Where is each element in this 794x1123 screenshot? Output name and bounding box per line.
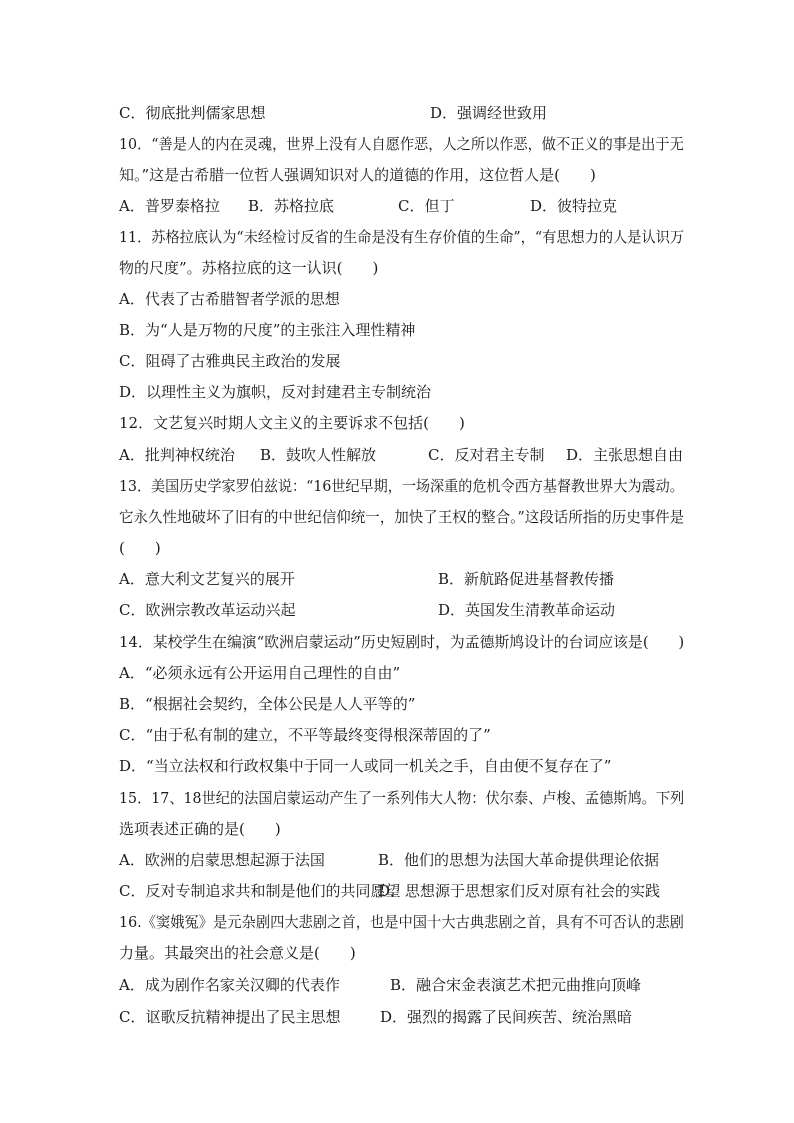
q12-option-a: A．批判神权统治 (119, 446, 235, 464)
q10-option-a: A．普罗泰格拉 (119, 197, 220, 215)
q16-option-d: D．强烈的揭露了民间疾苦、统治黑暗 (380, 1008, 633, 1026)
q11-option-c: C．阻碍了古雅典民主政治的发展 (119, 352, 341, 370)
q10-stem-line1: 10．“善是人的内在灵魂，世界上没有人自愿作恶，人之所以作恶，做不正义的事是出于无 (119, 135, 684, 153)
q15-option-d: D．思想源于思想家们反对原有社会的实践 (378, 882, 661, 900)
q10-option-d: D．彼特拉克 (530, 197, 618, 215)
q12-option-b: B．鼓吹人性解放 (260, 446, 377, 464)
q15-option-a: A．欧洲的启蒙思想起源于法国 (119, 851, 325, 869)
q14-option-d: D．“当立法权和行政权集中于同一人或同一机关之手，自由便不复存在了” (119, 757, 612, 775)
q13-stem-line1: 13．美国历史学家罗伯兹说：“16世纪早期，一场深重的危机令西方基督教世界大为震动。 (119, 477, 684, 495)
q9-option-c: C．彻底批判儒家思想 (119, 104, 266, 122)
q13-option-a: A．意大利文艺复兴的展开 (119, 570, 295, 588)
q14-option-b: B．“根据社会契约，全体公民是人人平等的” (119, 695, 416, 713)
q16-stem-line2: 力量。其最突出的社会意义是( ) (119, 944, 356, 962)
q11-option-b: B．为“人是万物的尺度”的主张注入理性精神 (119, 321, 416, 339)
q14-option-a: A．“必须永远有公开运用自己理性的自由” (119, 664, 401, 682)
q11-option-a: A．代表了古希腊智者学派的思想 (119, 290, 340, 308)
q16-option-c: C．讴歌反抗精神提出了民主思想 (119, 1008, 341, 1026)
q15-stem-line2: 选项表述正确的是( ) (119, 820, 281, 838)
q11-option-d: D．以理性主义为旗帜，反对封建君主专制统治 (119, 383, 432, 401)
q13-option-b: B．新航路促进基督教传播 (438, 570, 615, 588)
q11-stem-line1: 11．苏格拉底认为“未经检讨反省的生命是没有生存价值的生命”，“有思想力的人是认识万 (119, 228, 685, 246)
q15-option-c: C．反对专制追求共和制是他们的共同愿望 (119, 882, 401, 900)
q11-stem-line2: 物的尺度”。苏格拉底的这一认识( ) (119, 259, 379, 277)
q10-option-c: C．但丁 (398, 197, 455, 215)
q16-option-a: A．成为剧作名家关汉卿的代表作 (119, 976, 340, 994)
q14-option-c: C．“由于私有制的建立，不平等最终变得根深蒂固的了” (119, 726, 491, 744)
q15-option-b: B．他们的思想为法国大革命提供理论依据 (378, 851, 660, 869)
q16-stem-line1: 16.《窦娥冤》是元杂剧四大悲剧之首，也是中国十大古典悲剧之首，具有不可否认的悲剧 (119, 913, 684, 931)
q10-option-b: B．苏格拉底 (248, 197, 335, 215)
q15-stem-line1: 15．17、18世纪的法国启蒙运动产生了一系列伟大人物：伏尔泰、卢梭、孟德斯鸠。下列 (119, 789, 685, 807)
q14-stem: 14．某校学生在编演“欧洲启蒙运动”历史短剧时，为孟德斯鸠设计的台词应该是( ) (119, 633, 685, 651)
q10-stem-line2: 知。”这是古希腊一位哲人强调知识对人的道德的作用，这位哲人是( ) (119, 166, 596, 184)
q12-option-c: C．反对君主专制 (428, 446, 545, 464)
q9-option-d: D．强调经世致用 (430, 104, 548, 122)
q12-option-d: D．主张思想自由 (566, 446, 684, 464)
q13-stem-line2: 它永久性地破坏了旧有的中世纪信仰统一，加快了王权的整合。”这段话所指的历史事件是 (119, 508, 685, 526)
q13-option-c: C．欧洲宗教改革运动兴起 (119, 601, 296, 619)
q13-option-d: D．英国发生清教革命运动 (438, 601, 616, 619)
q13-stem-line3: ( ) (119, 539, 161, 557)
q16-option-b: B．融合宋金表演艺术把元曲推向顶峰 (390, 976, 642, 994)
q12-stem: 12．文艺复兴时期人文主义的主要诉求不包括( ) (119, 414, 465, 432)
